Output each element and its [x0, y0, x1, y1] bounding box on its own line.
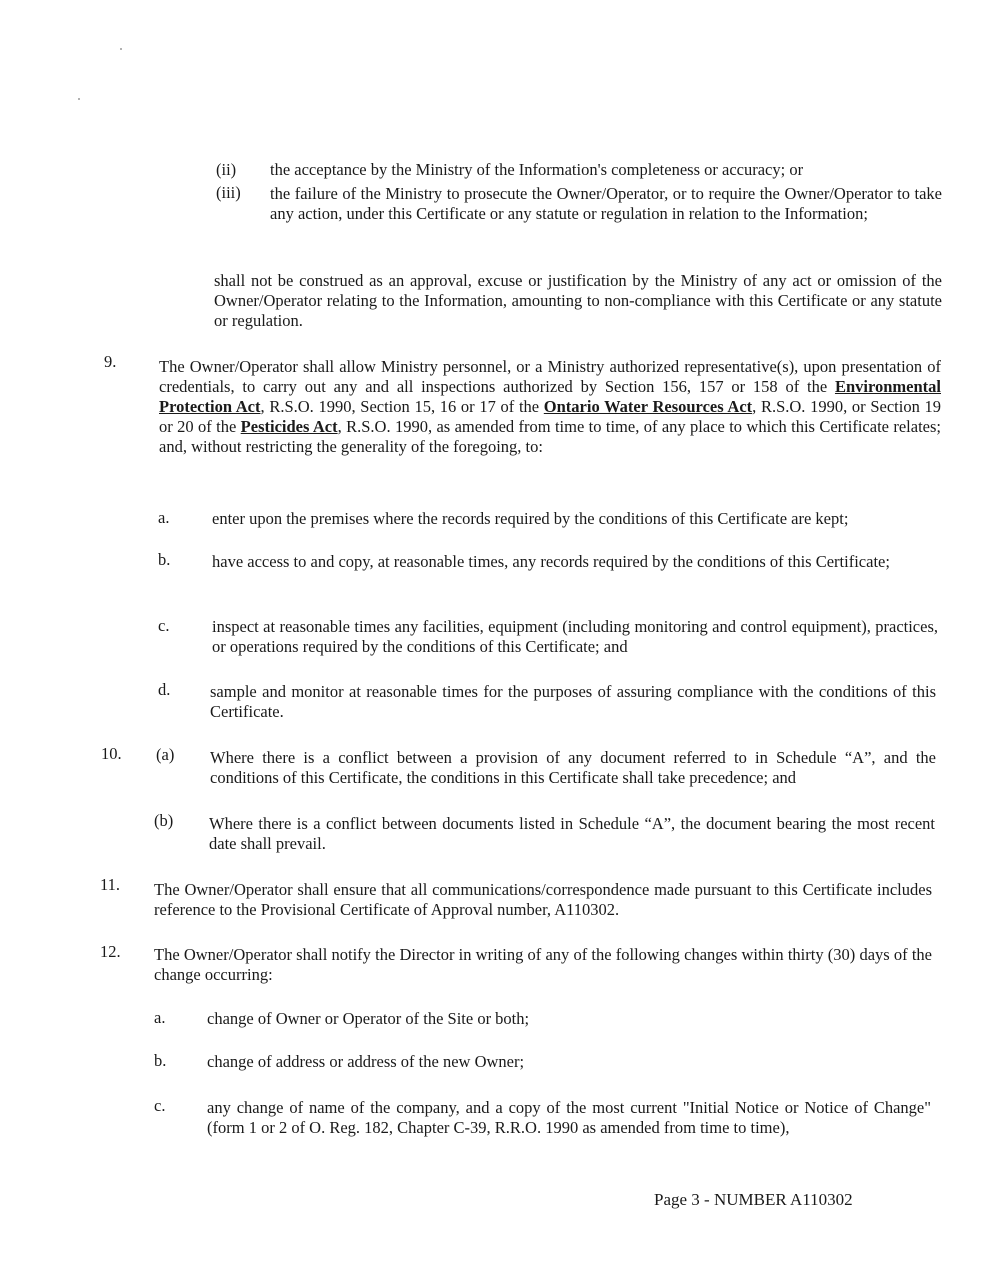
list-item-text: sample and monitor at reasonable times for the purposes of assuring compliance with the conditions of this Certificate.	[210, 682, 936, 721]
sub-item-marker: (iii)	[216, 183, 241, 202]
scan-speck	[120, 48, 122, 50]
condition-number: 9.	[104, 352, 117, 371]
condition-12-text: The Owner/Operator shall notify the Director in writing of any of the following changes within thirty (30) days of the change occurring:	[154, 945, 932, 984]
list-item-text: have access to and copy, at reasonable times, any records required by the conditions of this Certificate;	[212, 552, 890, 571]
list-item-text: inspect at reasonable times any facilities, equipment (including monitoring and control equipment), practices, or operations required by the conditions of this Certificate; and	[212, 617, 938, 656]
list-marker: d.	[158, 680, 171, 699]
list-item-text: change of Owner or Operator of the Site or both;	[207, 1009, 530, 1028]
condition-number: 11.	[100, 875, 121, 894]
list-item-text: any change of name of the company, and a copy of the most current "Initial Notice or Notice of Change" (form 1 or 2 of O. Reg. 182, Chapter C-39, R.R.O. 1990 as amended from time to time),	[207, 1098, 931, 1137]
condition-number: 10.	[101, 744, 122, 763]
act-name: Ontario Water Resources Act	[543, 397, 753, 416]
list-marker: (b)	[154, 811, 174, 830]
sub-item-text: the acceptance by the Ministry of the Information's completeness or accuracy; or	[270, 160, 804, 179]
list-item-text: Where there is a conflict between a provision of any document referred to in Schedule “A”, and the conditions of this Certificate, the conditions in this Certificate shall take precedence; and	[210, 748, 936, 787]
list-marker: b.	[154, 1051, 167, 1070]
condition-number: 12.	[100, 942, 121, 961]
list-marker: a.	[158, 508, 170, 527]
sub-item-text: the failure of the Ministry to prosecute the Owner/Operator, or to require the Owner/Operator to take any action, under this Certificate or any statute or regulation in relation to the Information;	[270, 184, 942, 223]
condition-9-text: The Owner/Operator shall allow Ministry personnel, or a Ministry authorized representative(s), upon presentation of credentials, to carry out any and all inspections authorized by Section 156, 157 or 158 of the Environmental Protection Act, R.S.O. 1990, Section 15, 16 or 17 of the Ontario Water Resources Act, R.S.O. 1990, or Section 19 or 20 of the Pesticides Act, R.S.O. 1990, as amended from time to time, of any place to which this Certificate relates; and, without restricting the generality of the foregoing, to:	[159, 357, 941, 456]
act-name: Environmental Protection Act	[159, 377, 941, 416]
list-marker: b.	[158, 550, 171, 569]
act-name: Pesticides Act	[240, 417, 338, 436]
list-marker: c.	[154, 1096, 166, 1115]
list-item-text: Where there is a conflict between documents listed in Schedule “A”, the document bearing the most recent date shall prevail.	[209, 814, 935, 853]
list-marker: a.	[154, 1008, 166, 1027]
list-item-text: change of address or address of the new Owner;	[207, 1052, 525, 1071]
list-marker: c.	[158, 616, 170, 635]
list-item-text: enter upon the premises where the records required by the conditions of this Certificate are kept;	[212, 509, 849, 528]
shall-not-paragraph: shall not be construed as an approval, excuse or justification by the Ministry of any act or omission of the Owner/Operator relating to the Information, amounting to non-compliance with this Certificate or any statute or regulation.	[214, 271, 942, 330]
page-footer: Page 3 - NUMBER A110302	[654, 1190, 853, 1209]
scan-speck	[78, 98, 80, 100]
condition-11-text: The Owner/Operator shall ensure that all communications/correspondence made pursuant to this Certificate includes reference to the Provisional Certificate of Approval number, A110302.	[154, 880, 932, 919]
list-marker: (a)	[156, 745, 175, 764]
sub-item-marker: (ii)	[216, 160, 237, 179]
